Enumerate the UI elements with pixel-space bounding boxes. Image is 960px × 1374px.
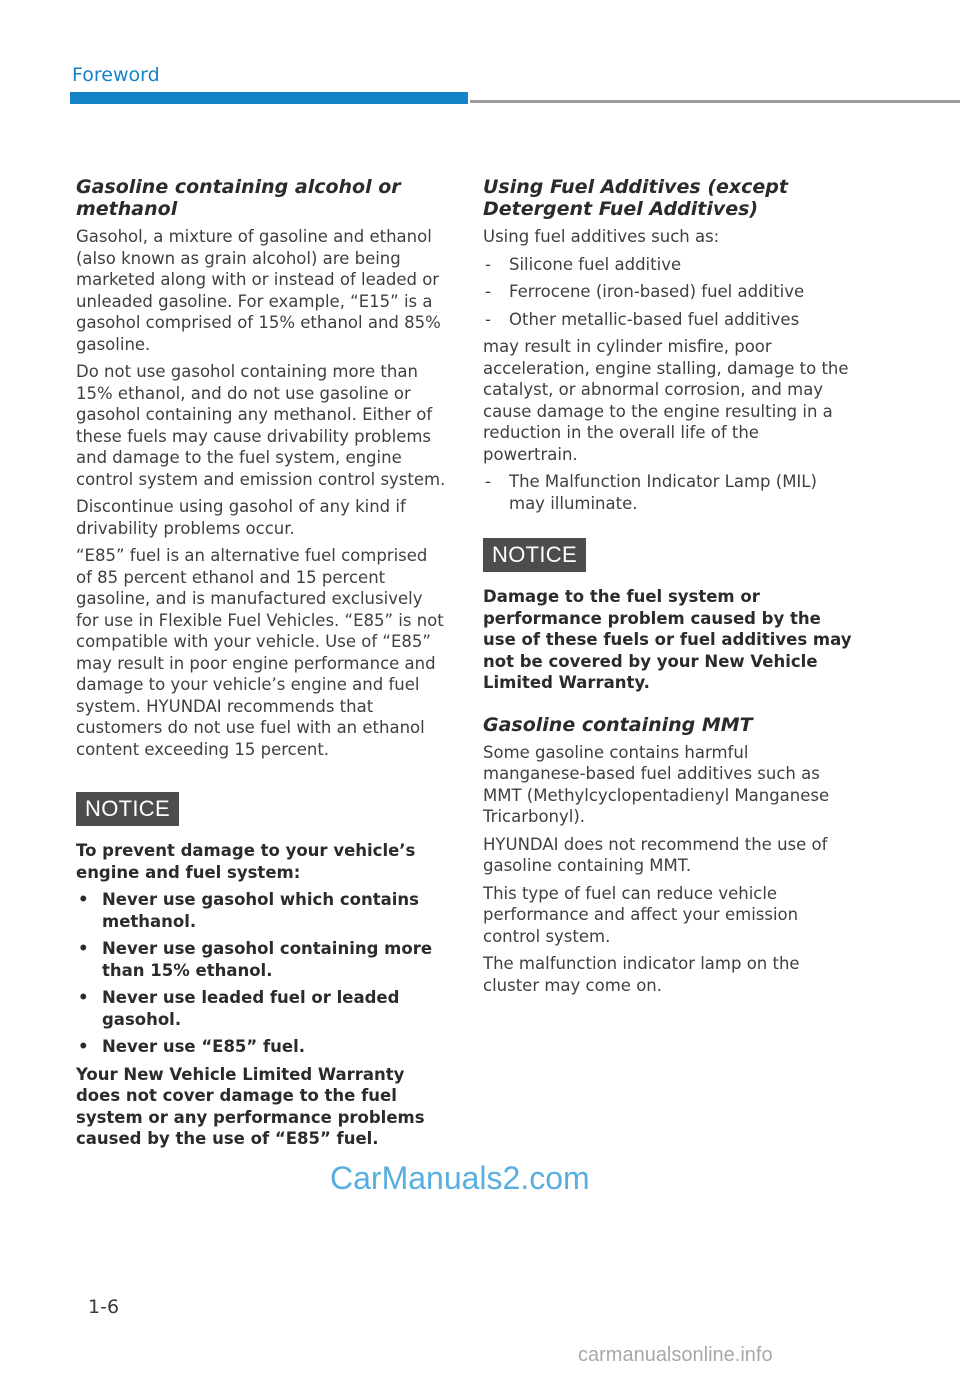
paragraph: Gasohol, a mixture of gasoline and ethanol (also known as grain alcohol) are being marketed along with or instead of leaded or unleaded gasoline. For example, “E15” is a gasohol comprised of 15% ethanol and 85% gasoline. [76,227,441,354]
dash-marker: - [485,472,491,491]
paragraph: “E85” fuel is an alternative fuel comprised of 85 percent ethanol and 15 percent gasoline, and is manufactured exclusively for use in Flexible Fuel Vehicles. “E85” is not compatible with your vehicle. Use of “E85” may result in poor engine performance and damage to your vehicle’s engine and fuel system. HYUNDAI recommends that customers do not use fuel with an ethanol content exceeding 15 percent. [76,546,444,759]
paragraph: may result in cylinder misfire, poor acceleration, engine stalling, damage to the catalyst, or abnormal corrosion, and may cause damage to the engine resulting in a reduction in the overall life of the powertrain. [483,337,849,464]
right-column [483,176,855,1002]
paragraph: Do not use gasohol containing more than 15% ethanol, and do not use gasoline or gasohol containing any methanol. Either of these fuels may cause drivability problems and damage to the fuel system, engine control system and emission control system. [76,362,446,489]
notice-badge: NOTICE [76,792,179,826]
footer-watermark: carmanualsonline.info [578,1344,773,1366]
list-item [76,987,448,1030]
notice-intro: To prevent damage to your vehicle’s engine and fuel system: [76,841,416,882]
header-divider [470,100,960,103]
page-number: 1-6 [88,1296,120,1318]
list-item [483,471,855,514]
list-item-text: Other metallic-based fuel additives [509,309,800,329]
notice-bullet-list [76,889,448,1058]
notice-outro: Your New Vehicle Limited Warranty does not cover damage to the fuel system or any performance problems caused by the use of “E85” fuel. [76,1064,425,1148]
list-item [76,938,448,981]
list-item-text: Silicone fuel additive [509,254,682,274]
mil-list [483,471,855,514]
list-item-text: Never use gasohol containing more than 15% ethanol. [102,939,433,980]
paragraph: Using fuel additives such as: [483,227,720,246]
heading-gasoline-mmt: Gasoline containing MMT [483,713,753,736]
additive-list [483,254,855,331]
left-column [76,176,448,1156]
dash-marker: - [485,254,491,274]
paragraph: HYUNDAI does not recommend the use of gasoline containing MMT. [483,834,828,875]
list-item-text: Ferrocene (iron-based) fuel additive [509,282,805,301]
notice-badge: NOTICE [483,538,586,572]
list-item [483,309,855,331]
bullet-marker: • [78,939,89,958]
paragraph: The malfunction indicator lamp on the cluster may come on. [483,954,800,995]
header-accent-bar [70,92,468,104]
list-item-text: Never use gasohol which contains methanol. [102,890,419,931]
list-item [483,281,855,303]
section-title: Foreword [72,64,160,86]
heading-fuel-additives: Using Fuel Additives (except Detergent Fuel Additives) [483,176,788,220]
list-item [76,1036,448,1058]
paragraph: Discontinue using gasohol of any kind if drivability problems occur. [76,497,406,538]
list-item-text: Never use “E85” fuel. [102,1037,306,1056]
notice-text: Damage to the fuel system or performance problem caused by the use of these fuels or fuel additives may not be covered by your New Vehicle Limited Warranty. [483,587,852,692]
list-item-text: Never use leaded fuel or leaded gasohol. [102,988,400,1029]
bullet-marker: • [78,1037,89,1056]
bullet-marker: • [78,890,89,909]
list-item [483,254,855,276]
list-item [76,889,448,932]
dash-marker: - [485,309,491,329]
paragraph: Some gasoline contains harmful manganese-based fuel additives such as MMT (Methylcyclopentadienyl Manganese Tricarbonyl). [483,742,830,826]
list-item-text: The Malfunction Indicator Lamp (MIL) may illuminate. [509,472,817,513]
heading-gasoline-alcohol: Gasoline containing alcohol or methanol [76,176,401,220]
watermark-text: CarManuals2.com [330,1160,590,1196]
dash-marker: - [485,282,491,301]
bullet-marker: • [78,988,89,1007]
paragraph: This type of fuel can reduce vehicle performance and affect your emission control system. [483,883,799,946]
